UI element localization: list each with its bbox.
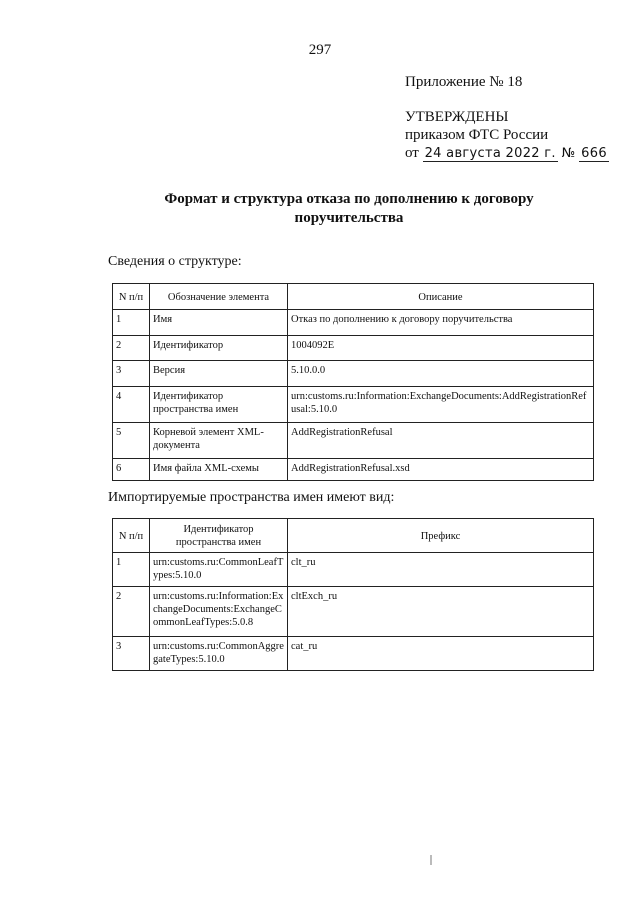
approval-line-1: УТВЕРЖДЕНЫ bbox=[405, 109, 509, 125]
table-cell: Имя bbox=[150, 310, 288, 336]
scan-mark bbox=[430, 855, 432, 865]
structure-table bbox=[112, 283, 594, 481]
table-row bbox=[113, 459, 594, 481]
page-number: 297 bbox=[308, 42, 332, 58]
approval-date: 24 августа 2022 г. bbox=[424, 146, 556, 161]
table-cell: cltExch_ru bbox=[288, 587, 594, 637]
table-cell: Идентификатор bbox=[150, 336, 288, 361]
table-cell: Имя файла XML-схемы bbox=[150, 459, 288, 481]
table-row bbox=[113, 423, 594, 459]
table-cell: urn:customs.ru:CommonLeafTypes:5.10.0 bbox=[150, 553, 288, 587]
annex-label: Приложение № 18 bbox=[405, 74, 523, 90]
table-cell: AddRegistrationRefusal.xsd bbox=[288, 459, 594, 481]
column-header: Описание bbox=[288, 284, 594, 310]
table-row bbox=[113, 637, 594, 671]
table-header-row bbox=[113, 284, 594, 310]
table-cell: urn:customs.ru:Information:ExchangeDocuments:AddRegistrationRefusal:5.10.0 bbox=[288, 387, 594, 423]
namespaces-heading: Импортируемые пространства имен имеют вид: bbox=[108, 490, 395, 505]
column-header: N п/п bbox=[113, 284, 150, 310]
table-cell: 3 bbox=[113, 361, 150, 387]
table-row bbox=[113, 387, 594, 423]
table-cell: clt_ru bbox=[288, 553, 594, 587]
column-header: Префикс bbox=[288, 519, 594, 553]
table-cell: 1004092E bbox=[288, 336, 594, 361]
table-cell: Идентификатор пространства имен bbox=[150, 387, 288, 423]
table-cell: 2 bbox=[113, 587, 150, 637]
document-title: Формат и структура отказа по дополнению к договору поручительства bbox=[164, 191, 534, 226]
column-header: Обозначение элемента bbox=[150, 284, 288, 310]
structure-heading: Сведения о структуре: bbox=[108, 254, 242, 269]
table-cell: Корневой элемент XML-документа bbox=[150, 423, 288, 459]
table-cell: 5.10.0.0 bbox=[288, 361, 594, 387]
approval-from-label: от bbox=[405, 145, 419, 161]
table-cell: 2 bbox=[113, 336, 150, 361]
table-cell: 1 bbox=[113, 553, 150, 587]
table-cell: 5 bbox=[113, 423, 150, 459]
column-header: N п/п bbox=[113, 519, 150, 553]
approval-number-sign: № bbox=[561, 146, 576, 161]
approval-block bbox=[405, 108, 609, 163]
approval-date-line bbox=[405, 144, 609, 163]
table-header-row bbox=[113, 519, 594, 553]
table-row bbox=[113, 587, 594, 637]
table-cell: 3 bbox=[113, 637, 150, 671]
table-cell: Версия bbox=[150, 361, 288, 387]
table-cell: urn:customs.ru:CommonAggregateTypes:5.10.0 bbox=[150, 637, 288, 671]
column-header: Идентификатор пространства имен bbox=[150, 519, 288, 553]
table-cell: 1 bbox=[113, 310, 150, 336]
table-row bbox=[113, 553, 594, 587]
table-cell: 4 bbox=[113, 387, 150, 423]
table-cell: 6 bbox=[113, 459, 150, 481]
table-cell: cat_ru bbox=[288, 637, 594, 671]
approval-number: 666 bbox=[581, 146, 607, 161]
table-row bbox=[113, 336, 594, 361]
namespaces-table bbox=[112, 518, 594, 671]
table-cell: urn:customs.ru:Information:ExchangeDocuments:ExchangeCommonLeafTypes:5.0.8 bbox=[150, 587, 288, 637]
approval-line-2: приказом ФТС России bbox=[405, 127, 549, 143]
table-cell: AddRegistrationRefusal bbox=[288, 423, 594, 459]
table-row bbox=[113, 310, 594, 336]
table-row bbox=[113, 361, 594, 387]
table-cell: Отказ по дополнению к договору поручительства bbox=[288, 310, 594, 336]
